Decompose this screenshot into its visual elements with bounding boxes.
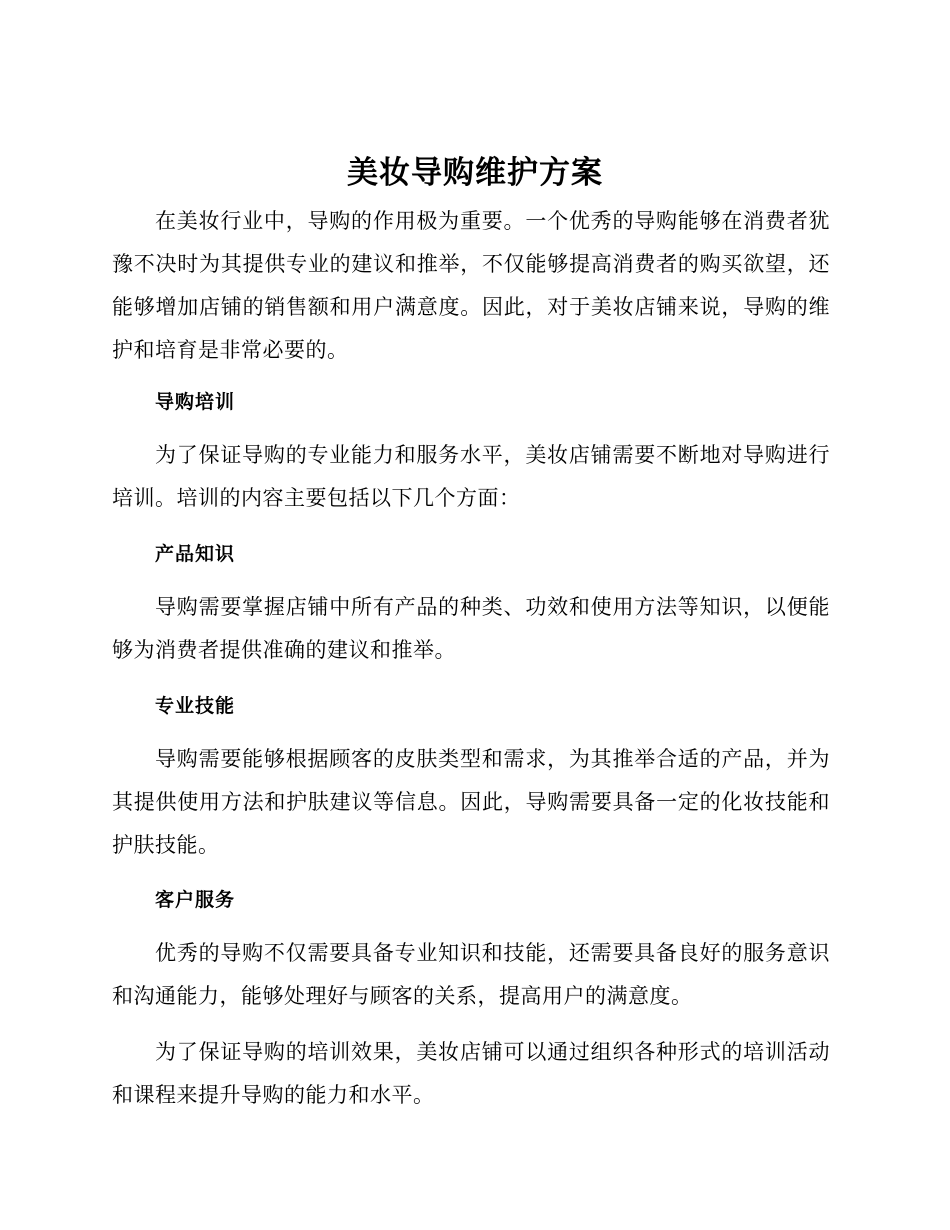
closing-paragraph: 为了保证导购的培训效果，美妆店铺可以通过组织各种形式的培训活动和课程来提升导购的能力和水平。 <box>112 1040 830 1107</box>
section-text-customer-service: 优秀的导购不仅需要具备专业知识和技能，还需要具备良好的服务意识和沟通能力，能够处理好与顾客的关系，提高用户的满意度。 <box>112 941 830 1008</box>
section-heading-product-knowledge: 产品知识 <box>155 543 236 565</box>
section-text-professional-skills: 导购需要能够根据顾客的皮肤类型和需求，为其推举合适的产品，并为其提供使用方法和护肤建议等信息。因此，导购需要具备一定的化妆技能和护肤技能。 <box>112 747 830 857</box>
section-heading-customer-service: 客户服务 <box>155 889 236 911</box>
section-heading-training: 导购培训 <box>155 391 236 413</box>
intro-paragraph: 在美妆行业中，导购的作用极为重要。一个优秀的导购能够在消费者犹豫不决时为其提供专业的建议和推举，不仅能够提高消费者的购买欲望，还能够增加店铺的销售额和用户满意度。因此，对于美妆店铺来说，导购的维护和培育是非常必要的。 <box>112 209 830 362</box>
section-text-product-knowledge: 导购需要掌握店铺中所有产品的种类、功效和使用方法等知识，以便能够为消费者提供准确的建议和推举。 <box>112 595 830 662</box>
document-title: 美妆导购维护方案 <box>347 155 603 191</box>
section-text-training: 为了保证导购的专业能力和服务水平，美妆店铺需要不断地对导购进行培训。培训的内容主要包括以下几个方面： <box>112 443 830 510</box>
section-heading-professional-skills: 专业技能 <box>155 695 236 717</box>
